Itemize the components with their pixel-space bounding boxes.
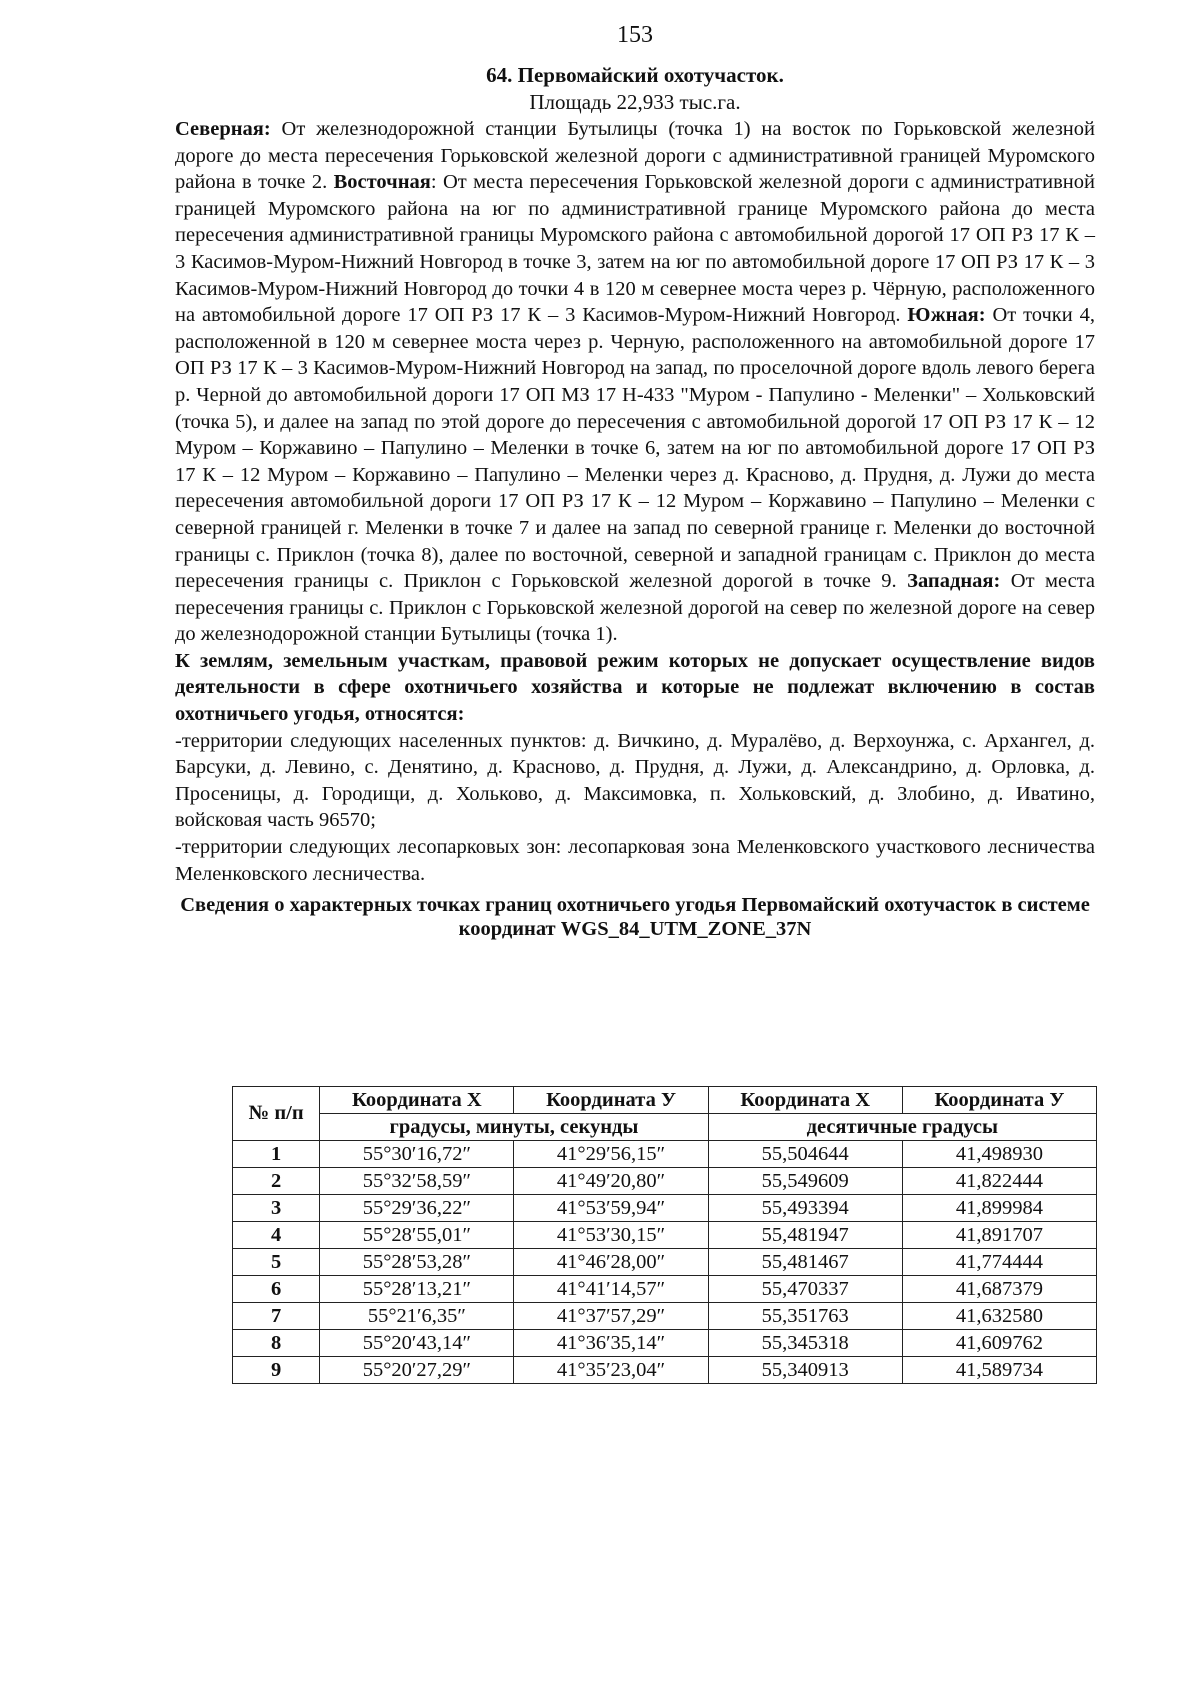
- cell-x-dms: 55°32′58,59″: [320, 1168, 514, 1195]
- table-row: [233, 1222, 1097, 1249]
- west-label: Западная:: [907, 570, 1001, 593]
- cell-y-dec: 41,498930: [902, 1141, 1096, 1168]
- col-header-y-dec: Координата У: [902, 1087, 1096, 1114]
- table-row: [233, 1357, 1097, 1384]
- cell-y-dec: 41,774444: [902, 1249, 1096, 1276]
- document-page: [175, 20, 1095, 941]
- section-title: 64. Первомайский охотучасток.: [486, 63, 784, 87]
- cell-y-dec: 41,687379: [902, 1276, 1096, 1303]
- east-label: Восточная: [333, 171, 431, 194]
- cell-y-dec: 41,632580: [902, 1303, 1096, 1330]
- exclusions-heading: К землям, земельным участкам, правовой режим которых не допускает осуществление видов деятельности в сфере охотничьего хозяйства и которые не подлежат включению в состав охотничьего угодья, относятся:: [175, 649, 1095, 726]
- cell-x-dec: 55,481947: [708, 1222, 902, 1249]
- boundary-description: [175, 116, 1095, 648]
- coordinates-table: [232, 1086, 1097, 1384]
- cell-y-dms: 41°46′28,00″: [514, 1249, 708, 1276]
- cell-x-dec: 55,345318: [708, 1330, 902, 1357]
- cell-y-dms: 41°29′56,15″: [514, 1141, 708, 1168]
- subheader-decimal: десятичные градусы: [708, 1114, 1096, 1141]
- cell-y-dms: 41°49′20,80″: [514, 1168, 708, 1195]
- cell-y-dms: 41°41′14,57″: [514, 1276, 708, 1303]
- col-header-y-dms: Координата У: [514, 1087, 708, 1114]
- table-row: [233, 1168, 1097, 1195]
- table-row: [233, 1276, 1097, 1303]
- coordinates-table-body: [233, 1141, 1097, 1384]
- cell-number: 1: [233, 1141, 320, 1168]
- cell-x-dec: 55,504644: [708, 1141, 902, 1168]
- exclusion-settlements: -территории следующих населенных пунктов: д. Вичкино, д. Муралёво, д. Верхоунжа, с. Архангел, д. Барсуки, д. Левино, с. Денятино, д. Красново, д. Прудня, д. Лужи, д. Александрино, д. Орловка, д. Просеницы, д. Городищи, д. Хольково, д. Максимовка, п. Хольковский, д. Злобино, д. Иватино, войсковая часть 96570;: [175, 729, 1095, 832]
- cell-x-dms: 55°20′43,14″: [320, 1330, 514, 1357]
- north-label: Северная:: [175, 118, 271, 140]
- west-text: От места пересечения границы с. Приклон с Горьковской железной дорогой на север по железной дороге на север до железнодорожной станции Бутылицы (точка 1).: [175, 570, 1095, 646]
- col-header-number: № п/п: [233, 1087, 320, 1141]
- cell-x-dec: 55,340913: [708, 1357, 902, 1384]
- cell-x-dec: 55,470337: [708, 1276, 902, 1303]
- cell-y-dec: 41,899984: [902, 1195, 1096, 1222]
- cell-y-dec: 41,891707: [902, 1222, 1096, 1249]
- table-row: [233, 1195, 1097, 1222]
- cell-y-dms: 41°53′59,94″: [514, 1195, 708, 1222]
- cell-number: 9: [233, 1357, 320, 1384]
- cell-x-dec: 55,549609: [708, 1168, 902, 1195]
- table-row: [233, 1249, 1097, 1276]
- cell-x-dec: 55,493394: [708, 1195, 902, 1222]
- subheader-dms: градусы, минуты, секунды: [320, 1114, 708, 1141]
- cell-x-dms: 55°28′55,01″: [320, 1222, 514, 1249]
- table-row: [233, 1330, 1097, 1357]
- area-line: Площадь 22,933 тыс.га.: [529, 90, 741, 114]
- page-number: 153: [617, 22, 653, 48]
- cell-number: 4: [233, 1222, 320, 1249]
- cell-number: 2: [233, 1168, 320, 1195]
- cell-x-dms: 55°29′36,22″: [320, 1195, 514, 1222]
- table-title: Сведения о характерных точках границ охотничьего угодья Первомайский охотучасток в системе координат WGS_84_UTM_ZONE_37N: [180, 894, 1090, 941]
- cell-y-dms: 41°37′57,29″: [514, 1303, 708, 1330]
- cell-y-dms: 41°36′35,14″: [514, 1330, 708, 1357]
- cell-x-dms: 55°28′53,28″: [320, 1249, 514, 1276]
- cell-x-dec: 55,351763: [708, 1303, 902, 1330]
- cell-x-dms: 55°28′13,21″: [320, 1276, 514, 1303]
- south-label: Южная:: [907, 304, 986, 327]
- east-text: : От места пересечения Горьковской железной дороги с административной границей Муромского района на юг по административной границе Муромского района до места пересечения административной границы Муромского района с автомобильной дорогой 17 ОП РЗ 17 К – 3 Касимов-Муром-Нижний Новгород в точке 3, затем на юг по автомобильной дороге 17 ОП РЗ 17 К – 3 Касимов-Муром-Нижний Новгород до точки 4 в 120 м севернее моста через р. Чёрную, расположенного на автомобильной дороге 17 ОП РЗ 17 К – 3 Касимов-Муром-Нижний Новгород.: [175, 171, 1095, 327]
- table-row: [233, 1303, 1097, 1330]
- cell-number: 5: [233, 1249, 320, 1276]
- table-row: [233, 1141, 1097, 1168]
- south-text: От точки 4, расположенной в 120 м севернее моста через р. Черную, расположенного на автомобильной дороге 17 ОП РЗ 17 К – 3 Касимов-Муром-Нижний Новгород на запад, по проселочной дороге вдоль левого берега р. Черной до автомобильной дороги 17 ОП МЗ 17 Н-433 "Муром - Папулино - Меленки" – Хольковский (точка 5), и далее на запад по этой дороге до пересечения с автомобильной дорогой 17 ОП РЗ 17 К – 12 Муром – Коржавино – Папулино – Меленки в точке 6, затем на юг по автомобильной дороге 17 ОП РЗ 17 К – 12 Муром – Коржавино – Папулино – Меленки через д. Красново, д. Прудня, д. Лужи до места пересечения автомобильной дороги 17 ОП РЗ 17 К – 12 Муром – Коржавино – Папулино – Меленки с северной границей г. Меленки в точке 7 и далее на запад по северной границе г. Меленки до восточной границы с. Приклон (точка 8), далее по восточной, северной и западной границам с. Приклон до места пересечения границы с. Приклон с Горьковской железной дорогой в точке 9.: [175, 304, 1095, 593]
- cell-y-dec: 41,589734: [902, 1357, 1096, 1384]
- north-text: От железнодорожной станции Бутылицы (точка 1) на восток по Горьковской железной дороге до места пересечения Горьковской железной дороги с административной границей Муромского района в точке 2.: [175, 118, 1095, 194]
- cell-y-dms: 41°53′30,15″: [514, 1222, 708, 1249]
- col-header-x-dms: Координата X: [320, 1087, 514, 1114]
- cell-y-dec: 41,822444: [902, 1168, 1096, 1195]
- col-header-x-dec: Координата X: [708, 1087, 902, 1114]
- cell-x-dms: 55°20′27,29″: [320, 1357, 514, 1384]
- cell-y-dms: 41°35′23,04″: [514, 1357, 708, 1384]
- exclusion-forest-parks: -территории следующих лесопарковых зон: лесопарковая зона Меленковского участкового лесничества Меленковского лесничества.: [175, 836, 1095, 885]
- cell-x-dec: 55,481467: [708, 1249, 902, 1276]
- cell-number: 8: [233, 1330, 320, 1357]
- cell-x-dms: 55°21′6,35″: [320, 1303, 514, 1330]
- cell-number: 7: [233, 1303, 320, 1330]
- cell-number: 6: [233, 1276, 320, 1303]
- cell-number: 3: [233, 1195, 320, 1222]
- cell-y-dec: 41,609762: [902, 1330, 1096, 1357]
- cell-x-dms: 55°30′16,72″: [320, 1141, 514, 1168]
